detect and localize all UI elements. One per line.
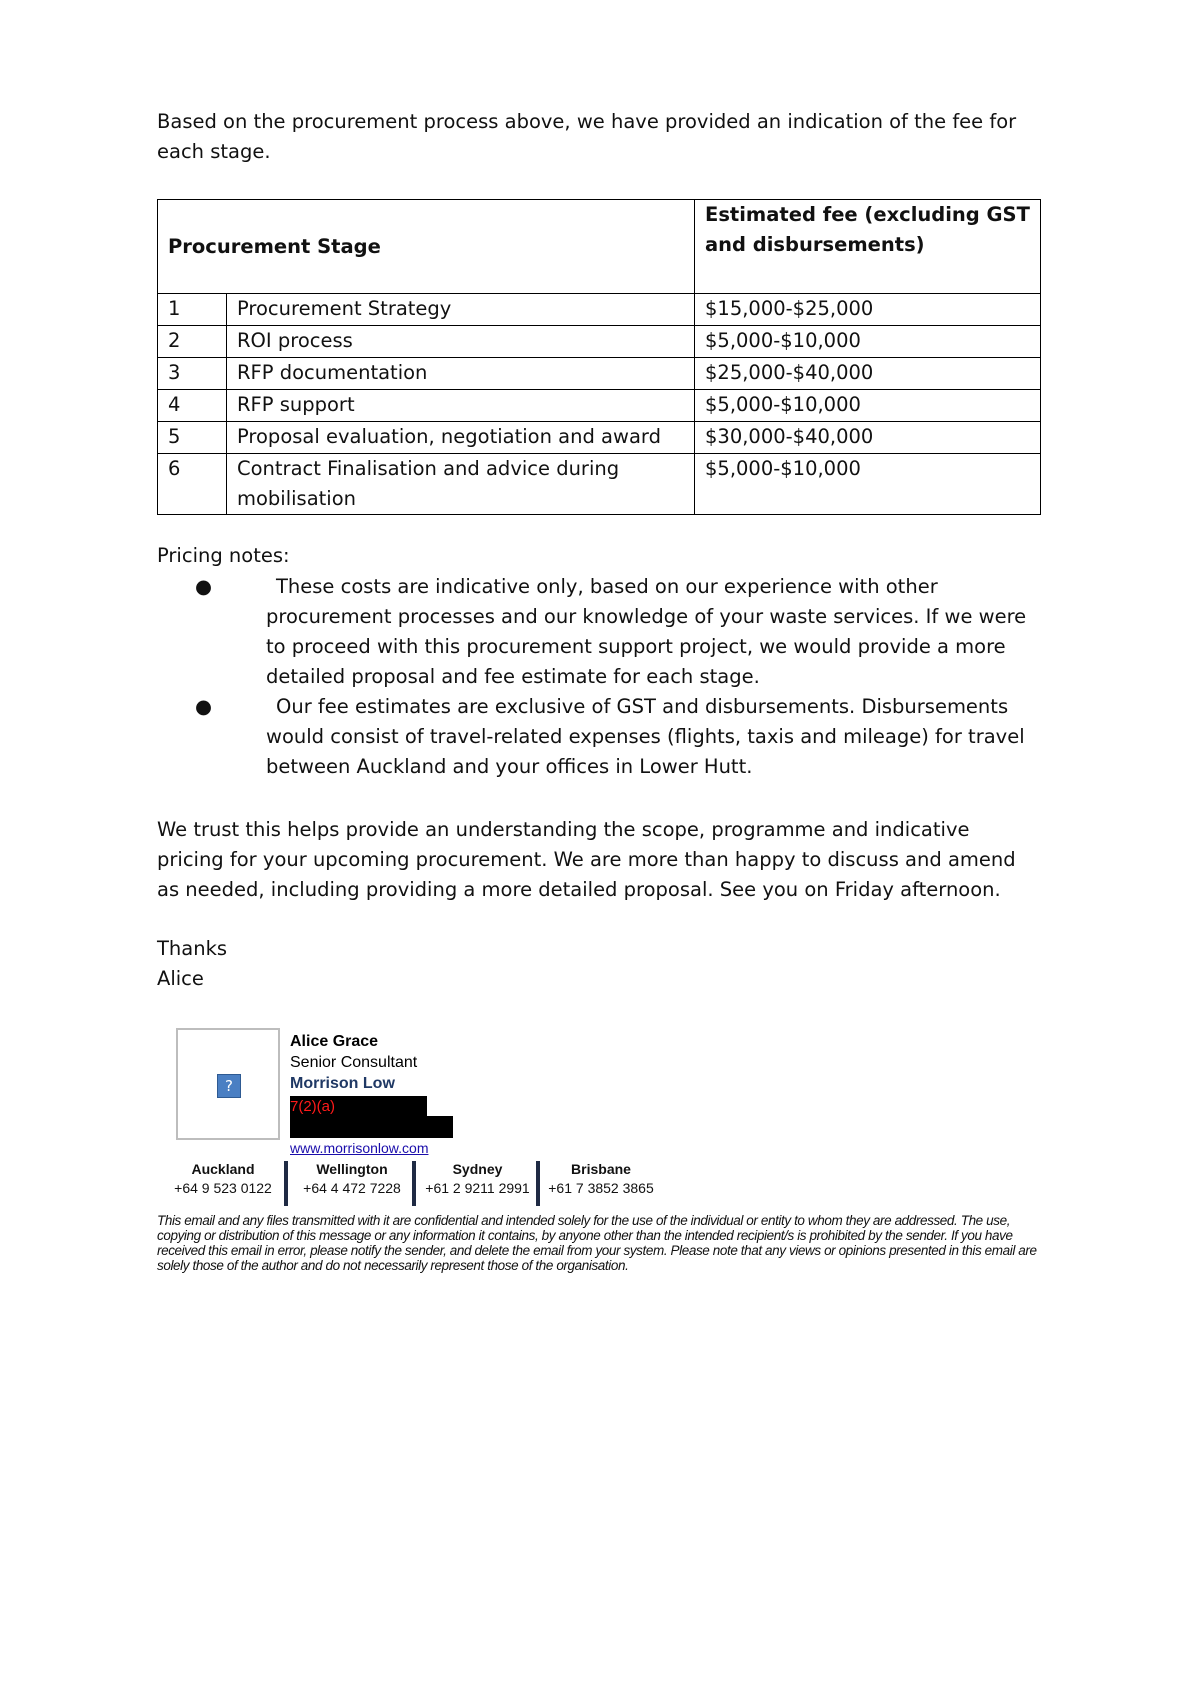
row-fee: $5,000-$10,000: [695, 454, 1041, 515]
bullet-icon: ●: [195, 695, 213, 718]
office-phone: +64 9 523 0122: [174, 1180, 272, 1196]
office-phone: +64 4 472 7228: [303, 1180, 401, 1196]
website-link[interactable]: www.morrisonlow.com: [290, 1140, 429, 1156]
email-disclaimer: This email and any files transmitted with it are confidential and intended solely for the use of the individual or entity to whom they are addressed. The use, copying or distribution of this message or any information it contains, by anyone other than the intended recipient/s is prohibited by the sender. If you have received this email in error, please notify the sender, and delete the email from your system. Please note that any views or opinions presented in this email are solely those of the author and do not necessarily represent those of the organisation.: [157, 1213, 1037, 1273]
table-header-row: [158, 200, 1041, 294]
broken-image-icon: ?: [217, 1074, 241, 1098]
divider: [284, 1161, 288, 1206]
row-stage: Proposal evaluation, negotiation and award: [227, 422, 695, 454]
signoff-thanks: Thanks: [157, 937, 228, 960]
list-item: [157, 692, 1047, 782]
table-row: [158, 422, 1041, 454]
row-fee: $15,000-$25,000: [695, 294, 1041, 326]
header-procurement-stage: Procurement Stage: [158, 200, 695, 294]
fee-table: [157, 199, 1041, 515]
company-logo-placeholder: [176, 1028, 280, 1140]
divider: [536, 1161, 540, 1206]
table-row: [158, 294, 1041, 326]
closing-paragraph: We trust this helps provide an understanding the scope, programme and indicative pricing for your upcoming procurement. We are more than happy to discuss and amend as needed, including providing a more detailed proposal. See you on Friday afternoon.: [157, 818, 1016, 901]
row-fee: $30,000-$40,000: [695, 422, 1041, 454]
row-number: 1: [158, 294, 227, 326]
row-stage: RFP support: [227, 390, 695, 422]
office-auckland: [168, 1160, 278, 1198]
row-fee: $5,000-$10,000: [695, 326, 1041, 358]
pricing-notes-title: Pricing notes:: [157, 544, 290, 567]
office-city: Sydney: [452, 1161, 503, 1177]
table-row: [158, 358, 1041, 390]
office-phone: +61 2 9211 2991: [425, 1180, 530, 1196]
office-phone: +61 7 3852 3865: [548, 1180, 654, 1196]
office-brisbane: [545, 1160, 657, 1198]
signature-name: Alice Grace: [290, 1033, 379, 1050]
list-item: [157, 572, 1047, 692]
redaction-block: [290, 1096, 427, 1118]
row-number: 6: [158, 454, 227, 515]
office-city: Brisbane: [571, 1161, 631, 1177]
signature-company: Morrison Low: [290, 1075, 395, 1092]
intro-paragraph: Based on the procurement process above, we have provided an indication of the fee for each stage.: [157, 110, 1017, 163]
signoff-name: Alice: [157, 967, 204, 990]
divider: [412, 1161, 416, 1206]
office-city: Auckland: [191, 1161, 255, 1177]
note-text: These costs are indicative only, based on our experience with other procurement processes and our knowledge of your waste services. If we were to proceed with this procurement support project, we would provide a more detailed proposal and fee estimate for each stage.: [266, 575, 1027, 688]
bullet-icon: ●: [195, 575, 213, 598]
table-row: [158, 390, 1041, 422]
table-row: [158, 454, 1041, 515]
row-stage: RFP documentation: [227, 358, 695, 390]
redaction-block: [290, 1116, 453, 1138]
row-stage: Contract Finalisation and advice during mobilisation: [227, 454, 695, 515]
row-stage: ROI process: [227, 326, 695, 358]
pricing-notes-list: [157, 572, 1047, 782]
office-city: Wellington: [316, 1161, 388, 1177]
row-number: 2: [158, 326, 227, 358]
row-number: 3: [158, 358, 227, 390]
note-text: Our fee estimates are exclusive of GST and disbursements. Disbursements would consist of travel-related expenses (flights, taxis and mileage) for travel between Auckland and your offices in Lower Hutt.: [266, 695, 1025, 778]
office-wellington: [295, 1160, 409, 1198]
table-row: [158, 326, 1041, 358]
row-fee: $25,000-$40,000: [695, 358, 1041, 390]
office-sydney: [420, 1160, 535, 1198]
redaction-code: 7(2)(a): [290, 1098, 336, 1115]
row-number: 5: [158, 422, 227, 454]
row-stage: Procurement Strategy: [227, 294, 695, 326]
row-number: 4: [158, 390, 227, 422]
header-estimated-fee: Estimated fee (excluding GST and disbursements): [695, 200, 1041, 294]
signature-title: Senior Consultant: [290, 1054, 418, 1071]
row-fee: $5,000-$10,000: [695, 390, 1041, 422]
